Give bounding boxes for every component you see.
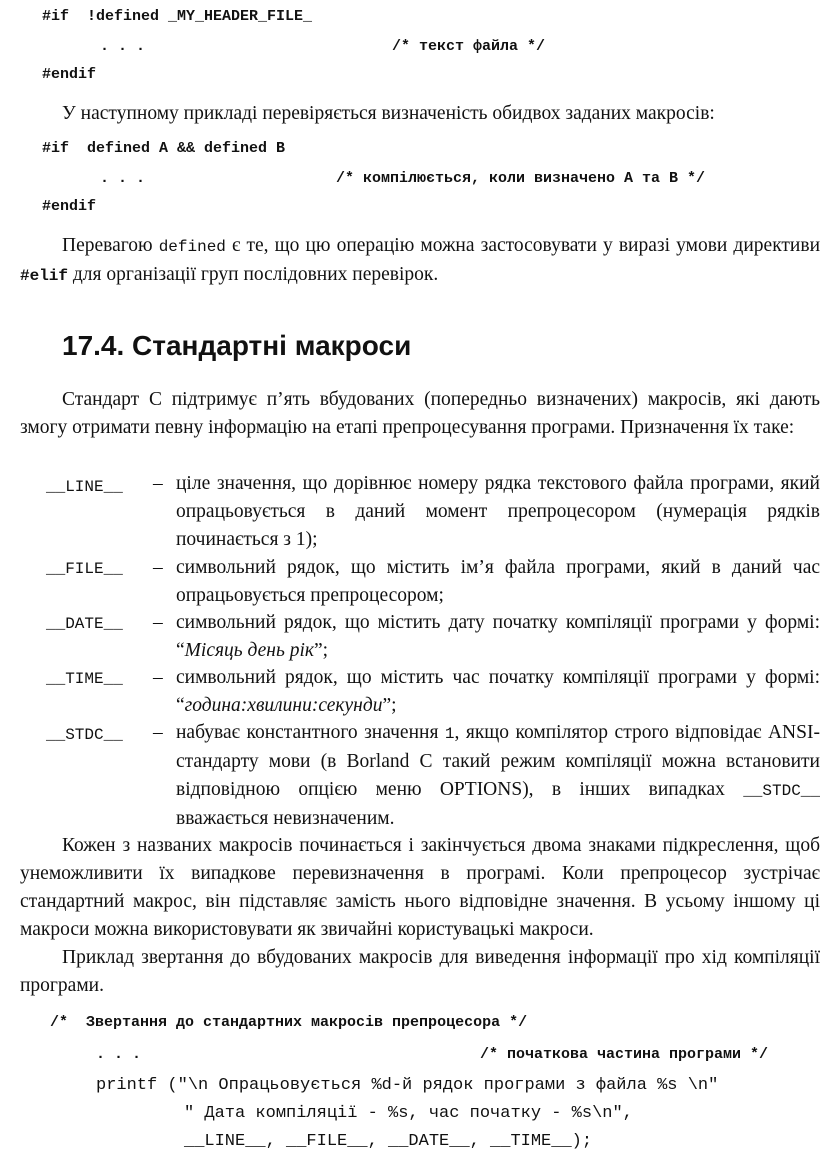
paragraph: Кожен з названих макросів починається і закінчується двома знаками підкреслення, щоб унеможливити їх випадкове перевизначення в програмі. Коли препроцесор зустрічає стандартний макрос, він підставляє замість нього відповідне значення. В усьому іншому ці макроси можна використовувати як звичайні користувацькі макроси. — [20, 835, 820, 940]
inline-code: #elif — [20, 267, 69, 285]
macro-description: ціле значення, що дорівнює номеру рядка текстового файла програми, який опрацьовується в даний момент препроцесором (нумерація рядків починається з 1); — [176, 473, 820, 550]
code-line: printf ("\n Опрацьовується %d-й рядок програми з файла %s \n" — [96, 1076, 719, 1095]
dash: – — [153, 612, 163, 633]
inline-code: 1 — [444, 725, 455, 743]
code-line: #if !defined _MY_HEADER_FILE_ — [42, 8, 313, 25]
text-span: Перевагою — [62, 235, 159, 256]
code-comment: /* Звертання до стандартних макросів препроцесора */ — [50, 1014, 528, 1031]
code-line: #endif — [42, 198, 97, 215]
code-line: #endif — [42, 66, 97, 83]
macro-description — [176, 719, 820, 833]
code-comment: /* початкова частина програми */ — [480, 1046, 769, 1063]
text-span: , якщо компілятор строго відповідає ANSI-стандарту мови (в Borland C такий режим компіляції можна встановити відповідною опцією меню OPTIONS), в інших випадках — [176, 722, 820, 800]
text-span: ”; — [314, 640, 329, 661]
inline-code: defined — [158, 238, 226, 256]
dash: – — [153, 667, 163, 688]
text-span: набуває константного значення — [176, 722, 445, 743]
code-comment: /* компілюється, коли визначено A та B */ — [336, 170, 706, 187]
code-ellipsis: . . . — [100, 38, 146, 55]
macro-description — [176, 609, 820, 665]
macro-name: __LINE__ — [46, 478, 123, 496]
paragraph: У наступному прикладі перевіряється визначеність обидвох заданих макросів: — [62, 103, 715, 124]
section-heading: 17.4. Стандартні макроси — [62, 330, 412, 361]
macro-description — [176, 664, 820, 720]
code-line: __LINE__, __FILE__, __DATE__, __TIME__); — [184, 1132, 593, 1151]
macro-name: __FILE__ — [46, 560, 123, 578]
italic-text: Місяць день рік — [184, 640, 315, 661]
macro-description: символьний рядок, що містить ім’я файла програми, який в даний час опрацьовується препроцесором; — [176, 557, 820, 606]
dash: – — [153, 722, 163, 743]
inline-code: __STDC__ — [743, 782, 820, 800]
macro-name: __DATE__ — [46, 615, 123, 633]
code-line: " Дата компіляції - %s, час початку - %s\n", — [184, 1104, 633, 1123]
text-span: символьний рядок, що містить час початку компіляції програми у формі: “ — [176, 667, 820, 716]
dash: – — [153, 557, 163, 578]
text-span: є те, що цю операцію можна застосовувати у виразі умови директиви — [225, 235, 821, 256]
code-line: #if defined A && defined B — [42, 140, 286, 157]
paragraph — [20, 232, 820, 290]
macro-name: __STDC__ — [46, 726, 123, 744]
text-span: для організації груп послідовних перевірок. — [68, 264, 439, 285]
text-span: вважається невизначеним. — [176, 808, 395, 829]
macro-name: __TIME__ — [46, 670, 123, 688]
text-span: символьний рядок, що містить дату початку компіляції програми у формі: “ — [176, 612, 820, 661]
dash: – — [153, 473, 163, 494]
paragraph: Стандарт С підтримує п’ять вбудованих (попередньо визначених) макросів, які дають змогу отримати певну інформацію на етапі препроцесування програми. Призначення їх таке: — [20, 389, 820, 438]
code-comment: /* текст файла */ — [392, 38, 546, 55]
italic-text: година:хвилини:секунди — [184, 695, 383, 716]
paragraph: Приклад звертання до вбудованих макросів для виведення інформації про хід компіляції програми. — [20, 947, 820, 996]
code-ellipsis: . . . — [100, 170, 146, 187]
code-ellipsis: . . . — [96, 1046, 142, 1063]
text-span: ”; — [382, 695, 397, 716]
